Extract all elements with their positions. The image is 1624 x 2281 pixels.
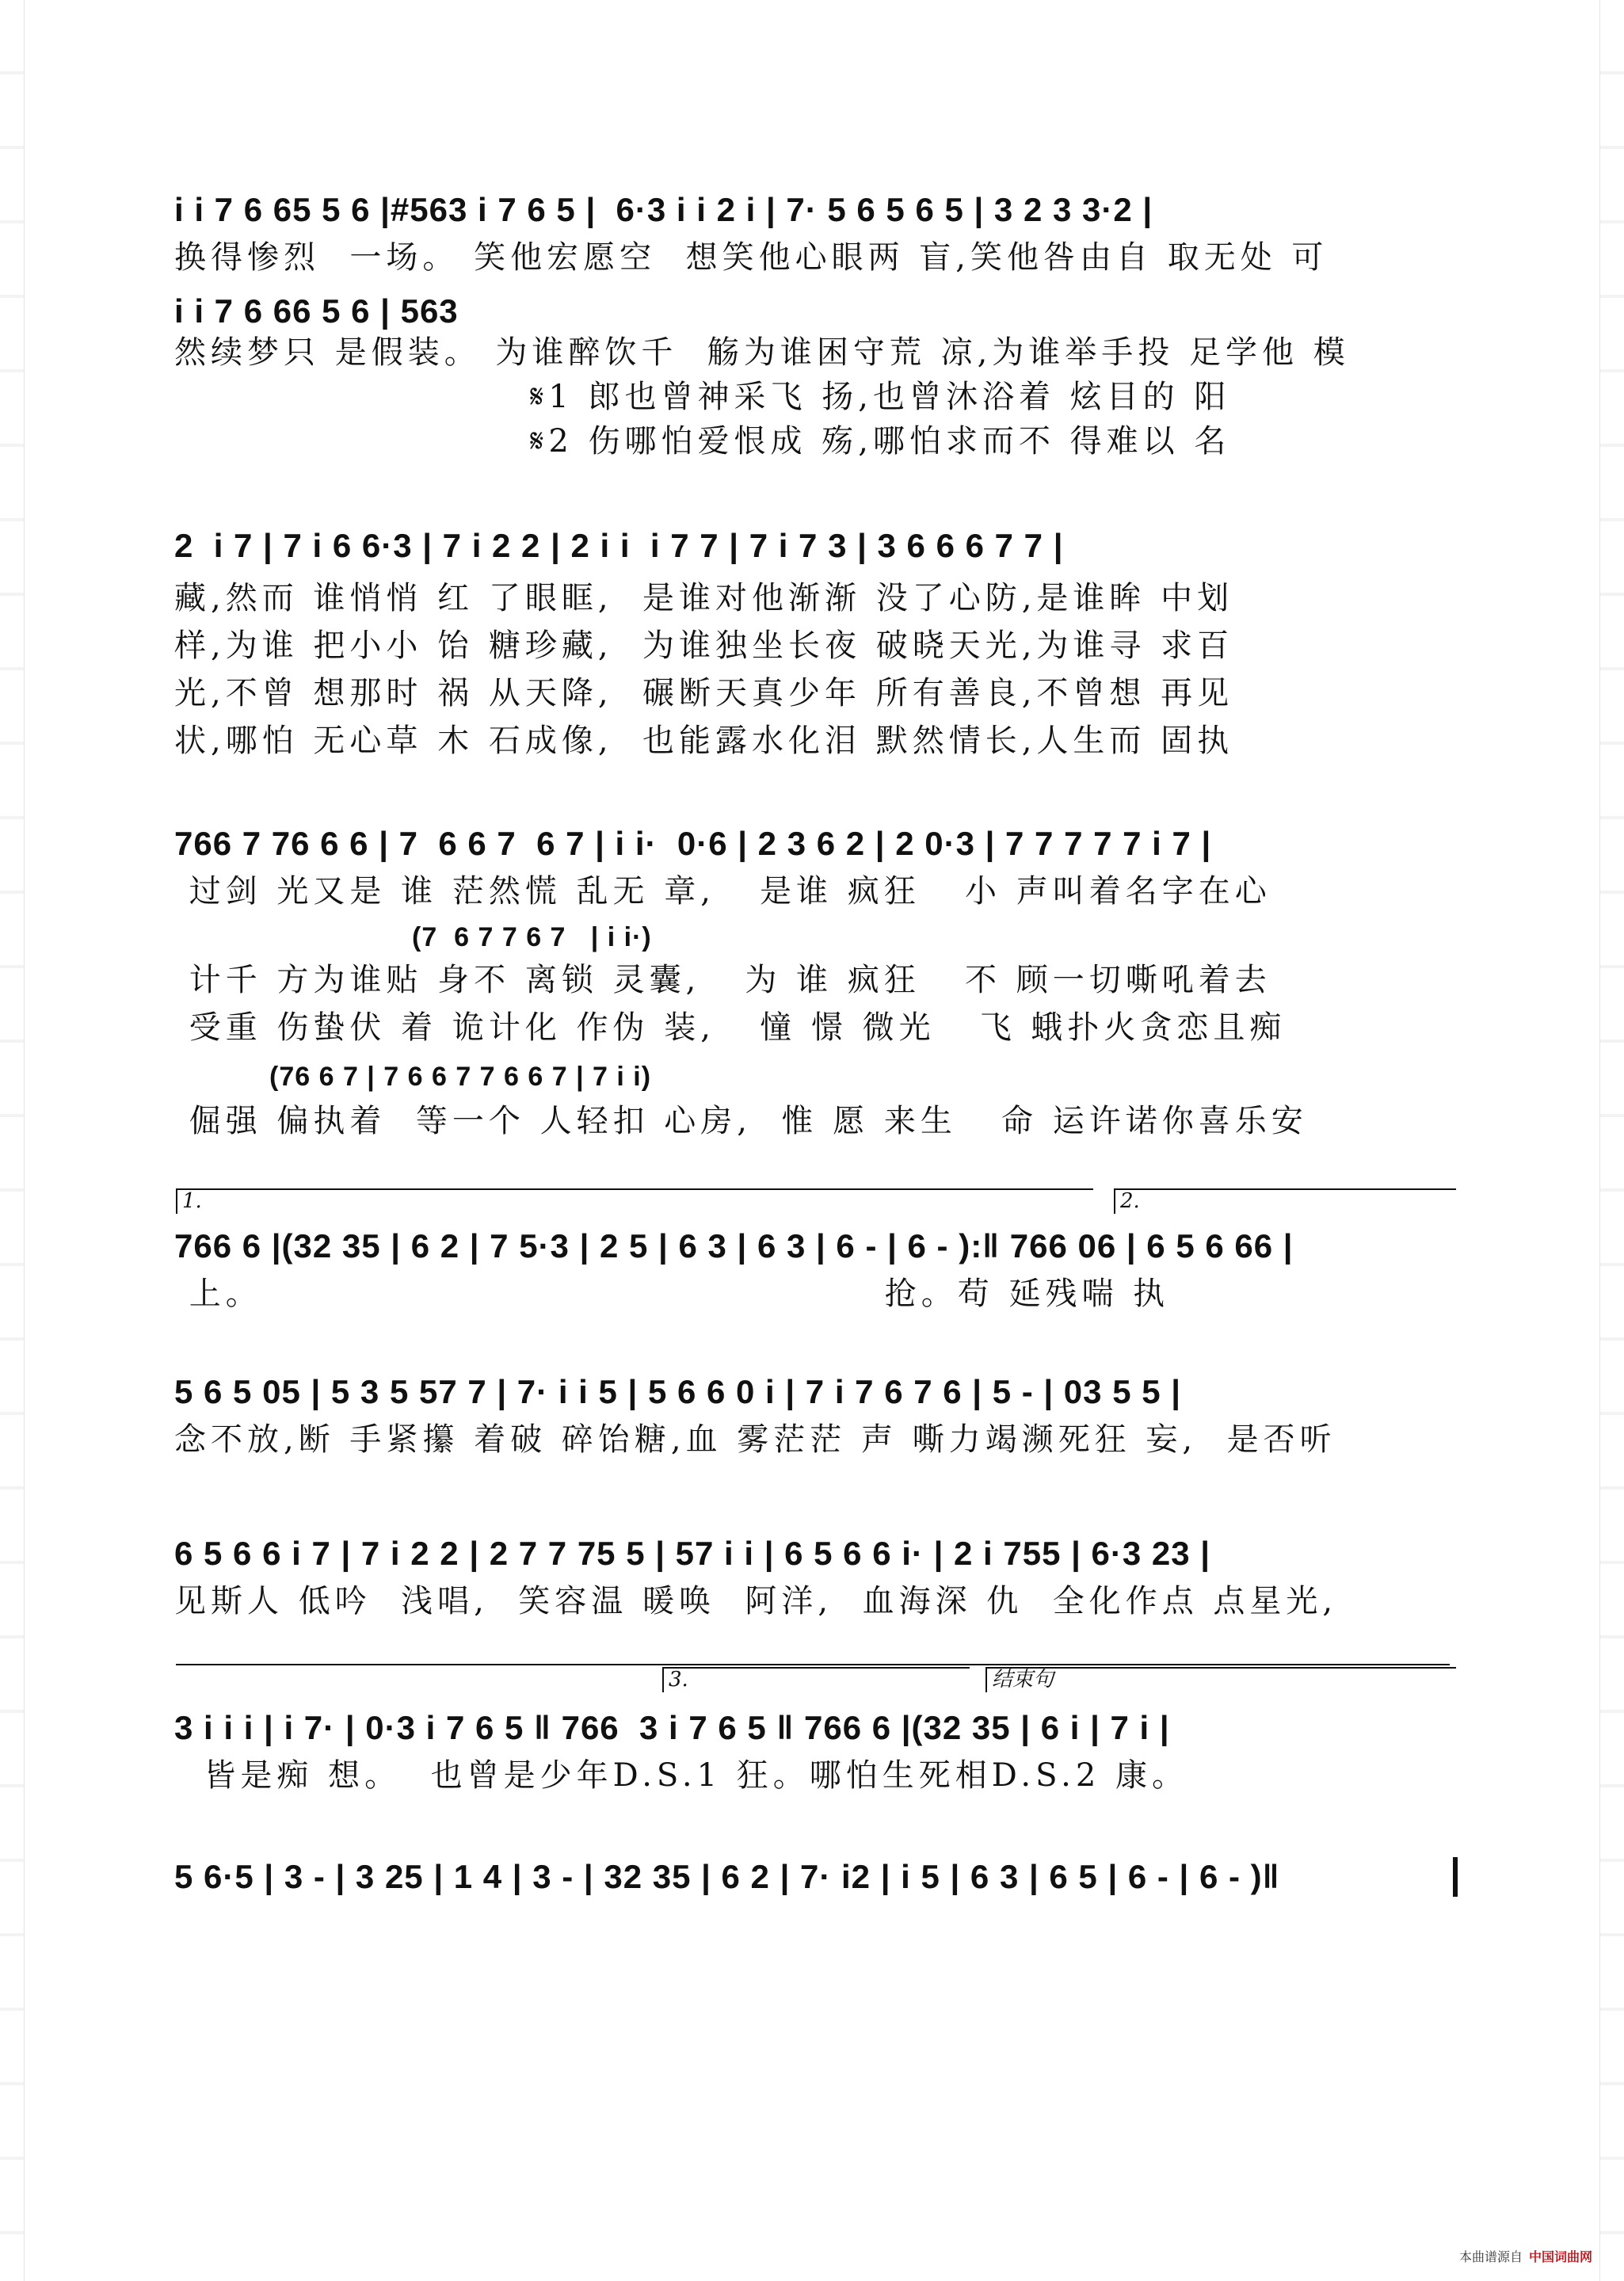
- notation-row-5: 766 6 |(32 35 | 6 2 | 7 5·3 | 2 5 | 6 3 | 6 3 | 6 - | 6 - ):‖ 766 06 | 6 5 6 66 |: [174, 1227, 1294, 1264]
- lyric-row-6: 念不放,断 手紧攥 着破 碎饴糖,血 雾茫茫 声 嘶力竭濒死狂 妄, 是否听: [174, 1421, 1336, 1458]
- coda-label: 结束句: [985, 1667, 1456, 1692]
- lyric-row-2-verse-1: 然续梦只 是假装。 为谁醉饮千 觞为谁困守荒 凉,为谁举手投 足学他 模: [174, 334, 1350, 371]
- lyric-row-4-verse-3: 受重 伤蛰伏 着 诡计化 作伪 装, 憧 憬 微光 飞 蛾扑火贪恋且痴: [174, 1009, 1287, 1046]
- notation-row-7: 6 5 6 6 i 7 | 7 i 2 2 | 2 7 7 75 5 | 57 i i | 6 5 6 6 i· | 2 i 755 | 6·3 23 |: [174, 1535, 1211, 1572]
- lyric-row-4-verse-4: 倔强 偏执着 等一个 人轻扣 心房, 惟 愿 来生 命 运许诺你喜乐安: [174, 1103, 1308, 1139]
- lyric-row-1: 换得惨烈 一场。 笑他宏愿空 想笑他心眼两 盲,笑他咎由自 取无处 可: [174, 239, 1329, 276]
- lyric-row-5: 上。 抢。苟 延残喘 执: [174, 1276, 1170, 1312]
- lyric-row-4-verse-2: 计千 方为谁贴 身不 离锁 灵囊, 为 谁 疯狂 不 顾一切嘶吼着去: [174, 962, 1271, 998]
- footer-site: 中国词曲网: [1528, 2249, 1592, 2264]
- lyric-row-3-verse-1: 藏,然而 谁悄悄 红 了眼眶, 是谁对他渐渐 没了心防,是谁眸 中划: [174, 580, 1234, 616]
- notation-row-6: 5 6 5 05 | 5 3 5 57 7 | 7· i i 5 | 5 6 6 0 i | 7 i 7 6 7 6 | 5 - | 03 5 5 |: [174, 1373, 1181, 1410]
- notation-row-4: 766 7 76 6 6 | 7 6 6 7 6 7 | i i· 0·6 | 2 3 6 2 | 2 0·3 | 7 7 7 7 7 i 7 |: [174, 825, 1212, 862]
- footer-source: 本曲谱源自: [1458, 2249, 1523, 2264]
- volta-2: 2.: [1114, 1188, 1456, 1214]
- notation-row-1: i i 7 6 65 5 6 |#563 i 7 6 5 | 6·3 i i 2 i | 7· 5 6 5 6 5 | 3 2 3 3·2 |: [174, 191, 1153, 228]
- final-barline: [1453, 1857, 1458, 1897]
- notation-row-8: 3 i i i | i 7· | 0·3 i 7 6 5 ‖ 766 3 i 7 6 5 ‖ 766 6 |(32 35 | 6 i | 7 i |: [174, 1709, 1170, 1746]
- notation-row-2: i i 7 6 66 5 6 | 563: [174, 292, 459, 330]
- page-footer: [1459, 2247, 1592, 2265]
- lyric-row-3-verse-4: 状,哪怕 无心草 木 石成像, 也能露水化泪 默然情长,人生而 固执: [174, 723, 1234, 759]
- lyric-row-3-verse-2: 样,为谁 把小小 饴 糖珍藏, 为谁独坐长夜 破晓天光,为谁寻 求百: [174, 627, 1234, 664]
- lyric-row-8: 皆是痴 想。 也曾是少年D.S.1 狂。哪怕生死相D.S.2 康。: [174, 1757, 1189, 1794]
- lyric-row-2-segno-1: 𝄋1 郎也曾神采飞 扬,也曾沐浴着 炫目的 阳: [174, 379, 1231, 415]
- notation-row-3: 2 i 7 | 7 i 6 6·3 | 7 i 2 2 | 2 i i i 7 7 | 7 i 7 3 | 3 6 6 6 7 7 |: [174, 527, 1064, 564]
- lyric-row-4-verse-1: 过剑 光又是 谁 茫然慌 乱无 章, 是谁 疯狂 小 声叫着名字在心: [174, 873, 1271, 910]
- row-8-top-rule: [176, 1664, 1450, 1665]
- volta-1: 1.: [176, 1188, 1093, 1214]
- notation-row-9: 5 6·5 | 3 - | 3 25 | 1 4 | 3 - | 32 35 | 6 2 | 7· i2 | i 5 | 6 3 | 6 5 | 6 - | 6 - )‖: [174, 1858, 1280, 1895]
- lyric-row-7: 见斯人 低吟 浅唱, 笑容温 暖唤 阿洋, 血海深 仇 全化作点 点星光,: [174, 1583, 1338, 1619]
- aside-notation-2: (76 6 7 | 7 6 6 7 7 6 6 7 | 7 i i): [269, 1062, 652, 1092]
- lyric-row-2-segno-2: 𝄋2 伤哪怕爱恨成 殇,哪怕求而不 得难以 名: [174, 423, 1231, 460]
- aside-notation-1: (7 6 7 7 6 7 | i i·): [412, 922, 652, 952]
- volta-3: 3.: [662, 1667, 970, 1692]
- lyric-row-3-verse-3: 光,不曾 想那时 祸 从天降, 碾断天真少年 所有善良,不曾想 再见: [174, 675, 1234, 711]
